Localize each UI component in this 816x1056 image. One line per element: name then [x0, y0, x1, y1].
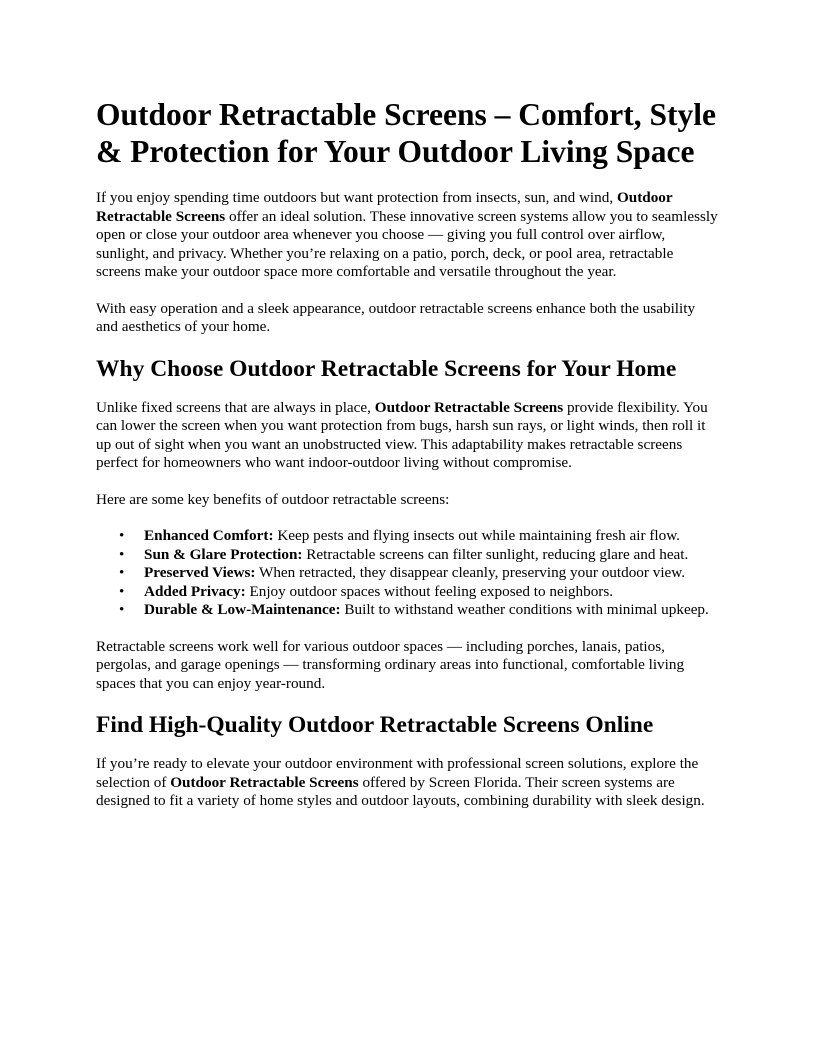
section-heading-why: Why Choose Outdoor Retractable Screens for Your Home	[96, 355, 677, 382]
benefit-label: Sun & Glare Protection:	[144, 545, 303, 563]
spaces-paragraph: Retractable screens work well for various outdoor spaces — including porches, lanais, patios, pergolas, and garage openings — transforming ordinary areas into functional, comfortable living spaces that you can enjoy year-round.	[96, 637, 685, 692]
benefit-text: When retracted, they disappear cleanly, preserving your outdoor view.	[255, 564, 686, 581]
find-text-start: If you’re ready to elevate your outdoor environment with professional screen solutions, explore the selection of	[96, 755, 699, 791]
bullet-icon: •	[119, 601, 125, 618]
benefits-intro: Here are some key benefits of outdoor retractable screens:	[96, 490, 450, 508]
find-paragraph	[96, 755, 720, 811]
list-item	[119, 582, 720, 602]
why-keyword: Outdoor Retractable Screens	[374, 398, 564, 416]
benefit-text: Enjoy outdoor spaces without feeling exposed to neighbors.	[245, 582, 614, 600]
list-item	[119, 527, 720, 546]
why-text-start: Unlike fixed screens that are always in place,	[96, 398, 375, 416]
benefit-label: Added Privacy:	[144, 582, 246, 600]
find-keyword: Outdoor Retractable Screens	[170, 773, 359, 791]
intro-paragraph-2: With easy operation and a sleek appearance, outdoor retractable screens enhance both the usability and aesthetics of your home.	[96, 299, 696, 335]
intro-paragraph-1	[96, 189, 720, 282]
benefit-text: Retractable screens can filter sunlight, reducing glare and heat.	[302, 545, 689, 563]
benefit-text: Keep pests and flying insects out while maintaining fresh air flow.	[273, 527, 680, 544]
why-text-end: provide flexibility. You can lower the screen when you want protection from bugs, harsh sun rays, or light winds, then roll it up out of sight when you want an unobstructed view. This adaptability makes retractable screens perfect for homeowners who want indoor-outdoor living without compromise.	[96, 398, 708, 471]
intro-text-start: If you enjoy spending time outdoors but want protection from insects, sun, and wind,	[96, 189, 617, 206]
benefit-text: Built to withstand weather conditions with minimal upkeep.	[340, 601, 709, 618]
document-page	[96, 96, 720, 829]
bullet-icon: •	[119, 582, 125, 600]
list-item	[119, 601, 720, 620]
benefit-label: Durable & Low-Maintenance:	[144, 601, 341, 618]
why-paragraph	[96, 399, 720, 473]
benefits-list	[96, 527, 720, 620]
bullet-icon: •	[119, 527, 125, 544]
section-heading-find: Find High-Quality Outdoor Retractable Screens Online	[96, 712, 654, 738]
bullet-icon: •	[119, 564, 125, 581]
benefit-label: Enhanced Comfort:	[144, 527, 274, 544]
find-text-end: offered by Screen Florida. Their screen systems are designed to fit a variety of home styles and outdoor layouts, combining durability with sleek design.	[96, 773, 705, 809]
page-title: Outdoor Retractable Screens – Comfort, Style & Protection for Your Outdoor Living Space	[96, 97, 716, 169]
benefit-label: Preserved Views:	[144, 564, 256, 581]
bullet-icon: •	[119, 545, 125, 563]
intro-text-end: offer an ideal solution. These innovative screen systems allow you to seamlessly open or close your outdoor area whenever you choose — giving you full control over airflow, sunlight, and privacy. Whether you’re relaxing on a patio, porch, deck, or pool area, retractable screens make your outdoor space more comfortable and versatile throughout the year.	[96, 207, 718, 280]
list-item	[119, 564, 720, 583]
list-item	[119, 545, 720, 565]
intro-keyword: Outdoor Retractable Screens	[96, 189, 673, 225]
